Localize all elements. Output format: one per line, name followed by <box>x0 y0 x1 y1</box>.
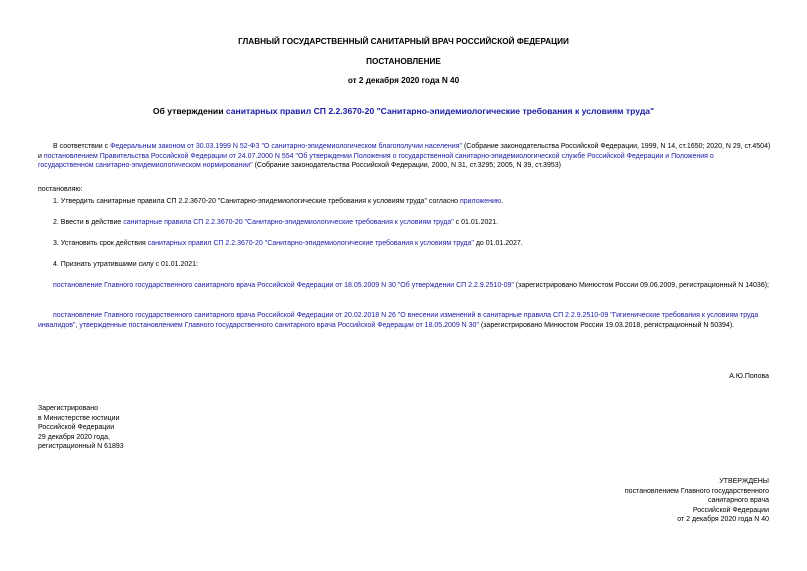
registration-line: Зарегистрировано <box>38 405 98 412</box>
registration-line: 29 декабря 2020 года, <box>38 433 110 441</box>
registration-line: Российской Федерации <box>38 424 115 431</box>
title-prefix: Об утверждении <box>152 106 226 116</box>
repeal-2 <box>38 311 771 330</box>
item-2 <box>38 218 771 228</box>
item-3 <box>38 239 771 249</box>
signature: А.Ю.Попова <box>729 373 769 380</box>
approval-line: санитарного врача <box>708 497 769 504</box>
preamble-text-2: (Собрание законодательства Российской Федерации, 1999, N 14, ст.1650; 2020, N 29, ст.4504) и <box>38 143 771 160</box>
repeal-2-link[interactable]: постановление Главного государственного санитарного врача Российской Федерации от 20.02.2018 N 26 "О внесении изменений в санитарные правила СП 2.2.9.2510-09 "Гигиенические требования к условиям труда инвалидов", утвержденные постановлением Главного государственного санитарного врача Российской Федерации от 18.05.2009 N 30" <box>38 312 759 329</box>
item-3-end: до 01.01.2027. <box>473 240 523 247</box>
document-title <box>0 106 807 117</box>
item-1-text: 1. Утвердить санитарные правила СП 2.2.3670-20 "Санитарно-эпидемиологические требования к условиям труда" согласно <box>53 198 460 205</box>
approval-line: от 2 декабря 2020 года N 40 <box>677 516 769 523</box>
approval-line: Российской Федерации <box>692 506 769 514</box>
item-3-text: 3. Установить срок действия <box>53 240 148 247</box>
resolve-word: постановляю: <box>38 186 83 193</box>
preamble-text-1: В соответствии с <box>53 143 111 150</box>
registration-block <box>38 404 238 452</box>
document-date-number: от 2 декабря 2020 года N 40 <box>347 76 460 85</box>
federal-law-link[interactable]: Федеральным законом от 30.03.1999 N 52-ФЗ "О санитарно-эпидемиологическом благополучии населения" <box>110 143 462 150</box>
item-2-end: с 01.01.2021. <box>453 219 499 226</box>
registration-line: регистрационный N 61893 <box>38 443 124 450</box>
approval-line: УТВЕРЖДЕНЫ <box>719 478 769 485</box>
document-type: ПОСТАНОВЛЕНИЕ <box>366 57 441 66</box>
item-2-rules-link[interactable]: санитарные правила СП 2.2.3670-20 "Санитарно-эпидемиологические требования к условиям труда" <box>123 219 454 226</box>
government-decree-link[interactable]: постановлением Правительства Российской Федерации от 24.07.2000 N 554 "Об утверждении Положения о государственной санитарно-эпидемиологической службе Российской Федерации и Положения о государственном санитарно-эпидемиологическом нормировании" <box>38 152 714 169</box>
issuing-authority: ГЛАВНЫЙ ГОСУДАРСТВЕННЫЙ САНИТАРНЫЙ ВРАЧ РОССИЙСКОЙ ФЕДЕРАЦИИ <box>238 37 569 46</box>
approval-block <box>560 477 769 525</box>
approval-line: постановлением Главного государственного <box>624 487 769 495</box>
preamble-text-3: (Собрание законодательства Российской Федерации, 2000, N 31, ст.3295; 2005, N 39, ст.3953) <box>252 162 561 169</box>
title-rules-link[interactable]: санитарных правил СП 2.2.3670-20 "Санитарно-эпидемиологические требования к условиям труда" <box>225 106 655 116</box>
item-2-text: 2. Ввести в действие <box>53 219 124 226</box>
repeal-1 <box>38 281 771 291</box>
item-3-rules-link[interactable]: санитарных правил СП 2.2.3670-20 "Санитарно-эпидемиологические требования к условиям труда" <box>147 240 474 247</box>
repeal-2-end: (зарегистрировано Минюстом России 19.03.2018, регистрационный N 50394). <box>478 321 735 329</box>
repeal-1-end: (зарегистрировано Минюстом России 09.06.2009, регистрационный N 14036); <box>513 282 769 289</box>
item-1 <box>38 197 771 207</box>
registration-line: в Министерстве юстиции <box>38 414 120 422</box>
repeal-1-link[interactable]: постановление Главного государственного санитарного врача Российской Федерации от 18.05.2009 N 30 "Об утверждении СП 2.2.9.2510-09" <box>53 282 514 289</box>
item-1-end: . <box>501 198 504 205</box>
appendix-link[interactable]: приложению <box>459 198 502 205</box>
item-4: 4. Признать утратившими силу с 01.01.2021: <box>53 261 198 268</box>
preamble-paragraph <box>38 142 771 171</box>
